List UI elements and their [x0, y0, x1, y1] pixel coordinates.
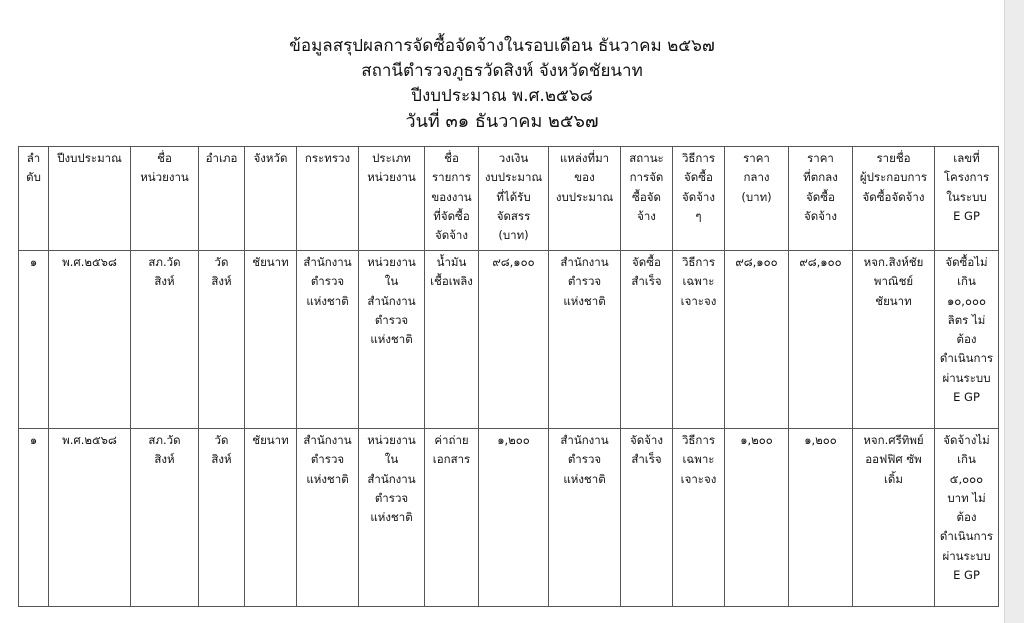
procurement-table	[18, 146, 999, 607]
cell-budget-source: สำนักงาน ตำรวจ แห่งชาติ	[549, 429, 621, 607]
table-header-row	[19, 147, 999, 251]
cell-agency-type: หน่วยงาน ใน สำนักงาน ตำรวจ แห่งชาติ	[359, 251, 425, 429]
table-row	[19, 251, 999, 429]
header-status: สถานะ การจัด ซื้อจัด จ้าง	[621, 147, 673, 251]
cell-agency-type: หน่วยงาน ใน สำนักงาน ตำรวจ แห่งชาติ	[359, 429, 425, 607]
header-budget-source: แหล่งที่มา ของ งบประมาณ	[549, 147, 621, 251]
cell-district: วัด สิงห์	[199, 251, 245, 429]
header-agreed-price: ราคา ที่ตกลง จัดซื้อ จัดจ้าง	[789, 147, 853, 251]
header-province: จังหวัด	[245, 147, 297, 251]
cell-ministry: สำนักงาน ตำรวจ แห่งชาติ	[297, 251, 359, 429]
cell-egp-number: จัดจ้างไม่ เกิน ๕,๐๐๐ บาท ไม่ ต้อง ดำเนินการ ผ่านระบบ E GP	[935, 429, 999, 607]
cell-vendor: หจก.สิงห์ชัย พาณิชย์ ชัยนาท	[853, 251, 935, 429]
heading-line-1: ข้อมูลสรุปผลการจัดซื้อจัดจ้างในรอบเดือน ธันวาคม ๒๕๖๗	[289, 36, 715, 56]
header-item-name: ชื่อ รายการ ของงาน ที่จัดซื้อ จัดจ้าง	[425, 147, 479, 251]
cell-agency: สภ.วัด สิงห์	[131, 251, 199, 429]
table-row	[19, 429, 999, 607]
header-method: วิธีการ จัดซื้อ จัดจ้าง ๆ	[673, 147, 725, 251]
cell-budget-source: สำนักงาน ตำรวจ แห่งชาติ	[549, 251, 621, 429]
cell-ministry: สำนักงาน ตำรวจ แห่งชาติ	[297, 429, 359, 607]
cell-item-name: น้ำมัน เชื้อเพลิง	[425, 251, 479, 429]
heading-line-2: สถานีตำรวจภูธรวัดสิงห์ จังหวัดชัยนาท	[361, 61, 643, 81]
window-right-margin	[1005, 0, 1024, 623]
header-fiscal-year: ปีงบประมาณ	[49, 147, 131, 251]
cell-item-name: ค่าถ่าย เอกสาร	[425, 429, 479, 607]
cell-method: วิธีการ เฉพาะ เจาะจง	[673, 429, 725, 607]
cell-fiscal-year: พ.ศ.๒๕๖๘	[49, 429, 131, 607]
header-ministry: กระทรวง	[297, 147, 359, 251]
header-egp-number: เลขที่ โครงการ ในระบบ E GP	[935, 147, 999, 251]
cell-agency: สภ.วัด สิงห์	[131, 429, 199, 607]
cell-status: จัดซื้อ สำเร็จ	[621, 251, 673, 429]
cell-agreed-price: ๙๘,๑๐๐	[789, 251, 853, 429]
header-median-price: ราคา กลาง (บาท)	[725, 147, 789, 251]
header-agency-type: ประเภท หน่วยงาน	[359, 147, 425, 251]
cell-district: วัด สิงห์	[199, 429, 245, 607]
cell-median-price: ๑,๒๐๐	[725, 429, 789, 607]
cell-budget: ๙๘,๑๐๐	[479, 251, 549, 429]
heading-line-4: วันที่ ๓๑ ธันวาคม ๒๕๖๗	[405, 111, 599, 132]
cell-fiscal-year: พ.ศ.๒๕๖๘	[49, 251, 131, 429]
cell-order: ๑	[19, 251, 49, 429]
header-order: ลำ ดับ	[19, 147, 49, 251]
header-budget: วงเงิน งบประมาณ ที่ได้รับ จัดสรร (บาท)	[479, 147, 549, 251]
cell-median-price: ๙๘,๑๐๐	[725, 251, 789, 429]
cell-agreed-price: ๑,๒๐๐	[789, 429, 853, 607]
cell-province: ชัยนาท	[245, 251, 297, 429]
cell-province: ชัยนาท	[245, 429, 297, 607]
cell-egp-number: จัดซื้อไม่ เกิน ๑๐,๐๐๐ ลิตร ไม่ ต้อง ดำเนินการ ผ่านระบบ E GP	[935, 251, 999, 429]
cell-budget: ๑,๒๐๐	[479, 429, 549, 607]
header-agency: ชื่อ หน่วยงาน	[131, 147, 199, 251]
cell-method: วิธีการ เฉพาะ เจาะจง	[673, 251, 725, 429]
header-district: อำเภอ	[199, 147, 245, 251]
cell-status: จัดจ้าง สำเร็จ	[621, 429, 673, 607]
cell-order: ๑	[19, 429, 49, 607]
document-heading	[0, 34, 1004, 134]
header-vendor: รายชื่อ ผู้ประกอบการ จัดซื้อจัดจ้าง	[853, 147, 935, 251]
cell-vendor: หจก.ศรีทิพย์ ออฟฟิศ ซัพ เดิ้ม	[853, 429, 935, 607]
heading-line-3: ปีงบประมาณ พ.ศ.๒๕๖๘	[411, 86, 593, 106]
